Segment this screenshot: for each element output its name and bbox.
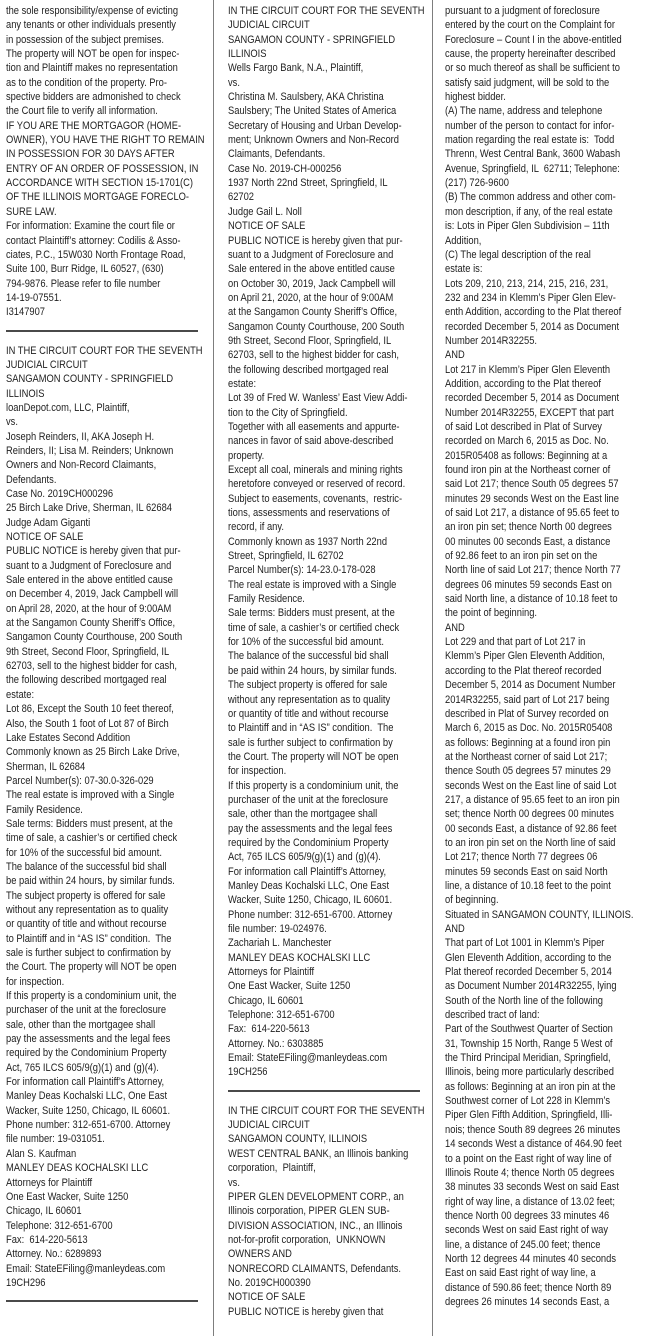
- notice-line: purchaser of the unit at the foreclosure: [228, 793, 389, 806]
- notice-line: minutes 59 seconds East on said North: [445, 865, 608, 878]
- notice-line: or quantity of title and without recourse: [228, 707, 389, 720]
- notice-line: I3147907: [6, 306, 46, 319]
- column-2: [214, 0, 433, 1336]
- notice-line: recorded on March 6, 2015 as Doc. No.: [445, 435, 609, 448]
- notice-line: The subject property is offered for sale: [228, 679, 388, 692]
- notice-line: said Lot 217; thence South 05 degrees 57: [445, 478, 619, 491]
- notice-line: Attorneys for Plaintiff: [228, 966, 315, 979]
- notice-line: Sale terms: Bidders must present, at the: [6, 817, 173, 830]
- notice-line: any tenants or other individuals presently: [6, 19, 176, 32]
- notice-line: One East Wacker, Suite 1250: [228, 980, 351, 993]
- notice-line: Family Residence.: [6, 803, 83, 816]
- notice-line: set; thence North 00 degrees 00 minutes: [445, 808, 614, 821]
- notice-line: on October 30, 2019, Jack Campbell will: [228, 277, 396, 290]
- notice-line: The real estate is improved with a Single: [228, 578, 397, 591]
- notice-line: tions, assessments and reservations of: [228, 507, 390, 520]
- notice-line: the Court. The property will NOT be open: [228, 750, 399, 763]
- notice-line: file number: 19-031051.: [6, 1133, 105, 1146]
- notice-line: Illinois corporation, PIPER GLEN SUB-: [228, 1205, 390, 1218]
- notice-line: sale, other than the mortgagee shall: [228, 808, 378, 821]
- notice-line: Case No. 2019CH000296: [6, 488, 114, 500]
- notice-line: Email: StateEFiling@manleydeas.com: [228, 1052, 388, 1065]
- notice-line: the sole responsibility/expense of evicting: [6, 5, 179, 17]
- notice-line: NOTICE OF SALE: [228, 1291, 306, 1304]
- notice-line: Illinois Route 4; thence North 05 degrees: [445, 1166, 615, 1179]
- notice-line: The property will NOT be open for inspec-: [6, 48, 180, 61]
- notice-line: described in Plat of Survey recorded on: [445, 707, 609, 720]
- notice-line: AND: [445, 349, 465, 362]
- legal-notice: [6, 344, 206, 1291]
- notice-line: Piper Glen Fifth Addition, Springfield, Illi-: [445, 1109, 613, 1122]
- legal-notice: [228, 1104, 428, 1319]
- notice-line: JUDICIAL CIRCUIT: [6, 358, 88, 371]
- notice-line: Case No. 2019-CH-000256: [228, 162, 342, 175]
- notice-line: 00 seconds East, a distance of 92.86 feet: [445, 822, 617, 835]
- notice-line: Sangamon County Courthouse, 200 South: [6, 631, 183, 644]
- notice-divider: [228, 1090, 420, 1092]
- notice-line: be paid within 24 hours, by similar funds.: [6, 875, 175, 888]
- notice-line: 00 minutes 00 seconds East, a distance: [445, 535, 611, 548]
- notice-line: The balance of the successful bid shall: [6, 860, 167, 873]
- notice-line: Claimants, Defendants.: [228, 148, 326, 161]
- notice-line: For information call Plaintiff’s Attorney,: [6, 1076, 165, 1089]
- notice-line: 794-9876. Please refer to file number: [6, 277, 161, 290]
- notice-line: Chicago, IL 60601: [228, 994, 304, 1007]
- notice-line: vs.: [6, 416, 18, 429]
- notice-line: Zachariah L. Manchester: [228, 937, 332, 950]
- notice-line: estate:: [228, 377, 257, 390]
- notice-line: Lot 86, Except the South 10 feet thereof,: [6, 703, 174, 716]
- notice-line: Glen Eleventh Addition, according to the: [445, 951, 612, 964]
- notice-line: Lot 39 of Fred W. Wanless’ East View Addi-: [228, 392, 408, 405]
- notice-line: record, if any.: [228, 521, 284, 534]
- notice-line: an iron pin set; thence North 00 degrees: [445, 521, 612, 534]
- notice-line: the Court. The property will NOT be open: [6, 961, 177, 974]
- notice-line: at the Northeast corner of said Lot 217;: [445, 750, 608, 763]
- notice-line: Klemm’s Piper Glen Eleventh Addition,: [445, 650, 605, 663]
- notice-line: pay the assessments and the legal fees: [228, 822, 393, 835]
- notice-line: No. 2019CH000390: [228, 1276, 311, 1289]
- notice-line: Lot 217; thence North 77 degrees 06: [445, 851, 598, 864]
- notice-line: pursuant to a judgment of foreclosure: [445, 5, 600, 17]
- notice-line: Wacker, Suite 1250, Chicago, IL 60601.: [6, 1104, 171, 1117]
- notice-line: Suite 100, Burr Ridge, IL 60527, (630): [6, 263, 164, 276]
- notice-line: IF YOU ARE THE MORTGAGOR (HOME-: [6, 119, 182, 132]
- notice-line: ILLINOIS: [228, 48, 267, 61]
- notice-line: thence North 00 degrees 33 minutes 46: [445, 1209, 610, 1222]
- notice-line: seconds West on said East right of way: [445, 1224, 609, 1237]
- notice-line: 31, Township 15 North, Range 5 West of: [445, 1037, 613, 1050]
- notice-line: Threnn, West Central Bank, 3600 Wabash: [445, 148, 621, 161]
- notice-line: of said Lot 217, a distance of 95.65 feet to: [445, 507, 620, 520]
- notice-line: Lake Estates Second Addition: [6, 731, 131, 744]
- notice-line: seconds West on the East line of said Lot: [445, 779, 617, 792]
- legal-notice: [445, 4, 649, 1309]
- notice-line: satisfy said judgment, will be sold to the: [445, 76, 610, 89]
- column-3: [433, 0, 653, 1336]
- notice-line: Act, 765 ILCS 605/9(g)(1) and (g)(4).: [228, 851, 381, 864]
- notice-line: 2015R05408 as follows: Beginning at a: [445, 449, 608, 462]
- notice-line: Situated in SANGAMON COUNTY, ILLINOIS.: [445, 908, 634, 921]
- notice-line: distance of 590.86 feet; thence North 89: [445, 1281, 612, 1294]
- notice-line: Manley Deas Kochalski LLC, One East: [228, 879, 390, 892]
- notice-line: tion and Plaintiff makes no representation: [6, 62, 178, 75]
- notice-line: Telephone: 312-651-6700: [228, 1009, 335, 1022]
- notice-line: time of sale, a cashier’s or certified check: [228, 621, 400, 634]
- notice-line: MANLEY DEAS KOCHALSKI LLC: [228, 951, 371, 964]
- notice-line: JUDICIAL CIRCUIT: [228, 19, 310, 32]
- notice-line: recorded December 5, 2014 as Document: [445, 392, 620, 405]
- notice-line: If this property is a condominium unit, the: [228, 779, 399, 792]
- notice-line: the following described mortgaged real: [228, 363, 389, 376]
- notice-line: MANLEY DEAS KOCHALSKI LLC: [6, 1162, 149, 1175]
- notice-line: 2014R32255, said part of Lot 217 being: [445, 693, 610, 706]
- notice-line: corporation, Plaintiff,: [228, 1162, 316, 1175]
- notice-line: Wells Fargo Bank, N.A., Plaintiff,: [228, 62, 364, 75]
- notice-line: loanDepot.com, LLC, Plaintiff,: [6, 401, 130, 414]
- notice-line: line, a distance of 245.00 feet; thence: [445, 1238, 601, 1251]
- notice-line: on April 21, 2020, at the hour of 9:00AM: [228, 291, 394, 304]
- notice-line: vs.: [228, 76, 240, 89]
- notice-line: for inspection.: [6, 975, 65, 988]
- notice-line: AND: [445, 923, 465, 935]
- notice-line: estate is:: [445, 263, 483, 276]
- notice-line: OF THE ILLINOIS MORTGAGE FORECLO-: [6, 191, 190, 204]
- notice-line: Family Residence.: [228, 593, 305, 606]
- notice-divider: [6, 330, 198, 332]
- notice-line: as follows: Beginning at an iron pin at the: [445, 1080, 616, 1093]
- notice-line: to an iron pin set on the North line of said: [445, 836, 616, 849]
- notice-line: required by the Condominium Property: [6, 1047, 167, 1060]
- notice-line: according to the Plat thereof recorded: [445, 664, 602, 677]
- notice-line: Lot 217 in Klemm’s Piper Glen Eleventh: [445, 363, 611, 376]
- notice-line: spective bidders are admonished to check: [6, 91, 181, 104]
- notice-line: Wacker, Suite 1250, Chicago, IL 60601.: [228, 894, 393, 907]
- notice-line: heretofore conveyed or reserved of record.: [228, 478, 406, 491]
- notice-line: Judge Gail L. Noll: [228, 205, 302, 218]
- notice-line: SANGAMON COUNTY, ILLINOIS: [228, 1133, 368, 1146]
- notice-line: SURE LAW.: [6, 205, 57, 218]
- notice-line: Avenue, Springfield, IL 62711; Telephone:: [445, 162, 620, 175]
- notice-line: Christina M. Saulsbery, AKA Christina: [228, 91, 384, 104]
- notice-line: number of the person to contact for infor-: [445, 119, 615, 132]
- notice-line: degrees 26 minutes 14 seconds East, a: [445, 1295, 610, 1308]
- notice-line: 14-19-07551.: [6, 291, 62, 304]
- notice-line: property.: [228, 449, 265, 462]
- notice-line: 62702: [228, 191, 255, 204]
- notice-line: at the Sangamon County Sheriff’s Office,: [6, 617, 176, 630]
- notice-line: Phone number: 312-651-6700. Attorney: [228, 908, 393, 921]
- notice-line: Act, 765 ILCS 605/9(g)(1) and (g)(4).: [6, 1061, 159, 1074]
- notice-line: or so much thereof as shall be sufficient to: [445, 62, 620, 75]
- notice-line: to a point on the East right of way line of: [445, 1152, 612, 1165]
- notice-line: North 12 degrees 44 minutes 40 seconds: [445, 1252, 617, 1265]
- notice-line: Subject to easements, covenants, restric-: [228, 492, 403, 505]
- notice-line: for 10% of the successful bid amount.: [228, 636, 384, 649]
- notice-line: For information call Plaintiff’s Attorney,: [228, 865, 387, 878]
- notice-line: enth Addition, according to the Plat thereof: [445, 306, 622, 319]
- notice-line: Attorney. No.: 6303885: [228, 1037, 324, 1050]
- notice-line: Addition, according to the Plat thereof: [445, 377, 601, 390]
- notice-line: on April 28, 2020, at the hour of 9:00AM: [6, 602, 172, 615]
- notice-line: in possession of the subject premises.: [6, 33, 164, 46]
- notice-line: SANGAMON COUNTY - SPRINGFIELD: [228, 33, 396, 46]
- notice-line: OWNER), YOU HAVE THE RIGHT TO REMAIN: [6, 134, 205, 147]
- notice-line: or quantity of title and without recourse: [6, 918, 167, 931]
- notice-line: vs.: [228, 1176, 240, 1189]
- notice-line: is: Lots in Piper Glen Subdivision – 11th: [445, 220, 610, 233]
- notice-line: If this property is a condominium unit, the: [6, 990, 177, 1003]
- notice-line: Joseph Reinders, II, AKA Joseph H.: [6, 430, 155, 443]
- legal-notice: [228, 4, 428, 1080]
- notice-line: Except all coal, minerals and mining rights: [228, 464, 403, 476]
- notice-line: Number 2014R32255.: [445, 334, 538, 347]
- notice-line: IN THE CIRCUIT COURT FOR THE SEVENTH: [228, 1104, 425, 1117]
- notice-line: on December 4, 2019, Jack Campbell will: [6, 588, 179, 601]
- notice-line: 38 minutes 33 seconds West on said East: [445, 1181, 619, 1194]
- notice-line: sale is further subject to confirmation by: [6, 947, 171, 959]
- notice-line: be paid within 24 hours, by similar funds.: [228, 664, 397, 677]
- notice-line: WEST CENTRAL BANK, an Illinois banking: [228, 1147, 409, 1160]
- notice-line: Owners and Non-Record Claimants,: [6, 459, 157, 472]
- notice-line: DIVISION ASSOCIATION, INC., an Illinois: [228, 1219, 403, 1232]
- notice-line: pay the assessments and the legal fees: [6, 1033, 171, 1046]
- notice-line: Judge Adam Giganti: [6, 516, 91, 529]
- notice-line: North line of said Lot 217; thence North 77: [445, 564, 621, 577]
- notice-line: Illinois, being more particularly described: [445, 1066, 614, 1079]
- notice-line: degrees 06 minutes 59 seconds East on: [445, 578, 612, 591]
- notice-line: of beginning.: [445, 894, 499, 907]
- notice-line: Alan S. Kaufman: [6, 1147, 77, 1160]
- notice-line: AND: [445, 621, 465, 634]
- notice-line: tion to the City of Springfield.: [228, 406, 348, 419]
- notice-line: 9th Street, Second Floor, Springfield, IL: [6, 645, 170, 658]
- notice-line: suant to a Judgment of Foreclosure and: [6, 559, 172, 572]
- notice-line: Sale entered in the above entitled cause: [6, 574, 173, 587]
- notice-line: for inspection.: [228, 765, 287, 778]
- notice-line: IN POSSESSION FOR 30 DAYS AFTER: [6, 148, 175, 161]
- notice-line: The real estate is improved with a Single: [6, 789, 175, 802]
- notice-line: Commonly known as 1937 North 22nd: [228, 535, 388, 548]
- notice-line: the point of beginning.: [445, 607, 538, 620]
- notice-line: SANGAMON COUNTY - SPRINGFIELD: [6, 373, 174, 386]
- notice-line: PIPER GLEN DEVELOPMENT CORP., an: [228, 1190, 404, 1203]
- notice-line: Southwest corner of Lot 228 in Klemm’s: [445, 1095, 611, 1108]
- notice-line: estate:: [6, 688, 35, 701]
- notice-line: as follows: Beginning at a found iron pin: [445, 736, 611, 749]
- notice-line: Sherman, IL 62684: [6, 760, 86, 773]
- notice-line: 25 Birch Lake Drive, Sherman, IL 62684: [6, 502, 172, 515]
- notice-line: 217, a distance of 95.65 feet to an iron pin: [445, 793, 620, 806]
- notice-line: sale, other than the mortgagee shall: [6, 1018, 156, 1031]
- notice-line: Defendants.: [6, 473, 57, 486]
- notice-line: to Plaintiff and in “AS IS” condition. The: [228, 722, 394, 735]
- notice-line: Also, the South 1 foot of Lot 87 of Birch: [6, 717, 169, 730]
- notice-line: 62703, sell to the highest bidder for cash,: [6, 660, 178, 673]
- notice-line: 62703, sell to the highest bidder for cash,: [228, 349, 400, 362]
- notice-line: highest bidder.: [445, 91, 506, 104]
- notice-line: Number 2014R32255, EXCEPT that part: [445, 406, 614, 419]
- notice-line: as to the condition of the property. Pro-: [6, 76, 167, 89]
- notice-line: OWNERS AND: [228, 1248, 292, 1261]
- notice-line: described tract of land:: [445, 1009, 540, 1022]
- notice-line: Reinders, II; Lisa M. Reinders; Unknown: [6, 444, 174, 457]
- notice-line: 19CH256: [228, 1066, 268, 1079]
- notice-line: The subject property is offered for sale: [6, 889, 166, 902]
- notice-line: without any representation as to quality: [6, 903, 169, 916]
- notice-line: Saulsbery; The United States of America: [228, 105, 397, 118]
- notice-line: That part of Lot 1001 in Klemm’s Piper: [445, 937, 605, 950]
- notice-line: 9th Street, Second Floor, Springfield, IL: [228, 334, 392, 347]
- notice-line: purchaser of the unit at the foreclosure: [6, 1004, 167, 1017]
- notice-line: as Document Number 2014R32255, lying: [445, 980, 617, 993]
- notice-line: Manley Deas Kochalski LLC, One East: [6, 1090, 168, 1103]
- notice-line: Street, Springfield, IL 62702: [228, 550, 344, 563]
- notice-line: to Plaintiff and in “AS IS” condition. The: [6, 932, 172, 945]
- notice-line: the Court file to verify all information.: [6, 105, 158, 118]
- notice-line: Sale entered in the above entitled cause: [228, 263, 395, 276]
- notice-line: Commonly known as 25 Birch Lake Drive,: [6, 746, 180, 759]
- notice-line: Together with all easements and appurte-: [228, 420, 400, 433]
- notice-line: 14 seconds West a distance of 464.90 feet: [445, 1138, 622, 1151]
- notice-line: 19CH296: [6, 1276, 46, 1289]
- legal-notice: [6, 4, 206, 320]
- notice-line: IN THE CIRCUIT COURT FOR THE SEVENTH: [6, 344, 203, 357]
- notice-line: Fax: 614-220-5613: [228, 1023, 310, 1036]
- notice-line: for 10% of the successful bid amount.: [6, 846, 162, 859]
- notice-line: Attorneys for Plaintiff: [6, 1176, 93, 1189]
- notice-line: required by the Condominium Property: [228, 836, 389, 849]
- notice-line: (C) The legal description of the real: [445, 248, 591, 261]
- notice-line: (B) The common address and other com-: [445, 191, 616, 204]
- notice-line: time of sale, a cashier’s or certified check: [6, 832, 178, 845]
- notice-line: Email: StateEFiling@manleydeas.com: [6, 1262, 166, 1275]
- notice-line: ILLINOIS: [6, 387, 45, 400]
- notice-line: PUBLIC NOTICE is hereby given that pur-: [228, 234, 403, 247]
- notice-line: mon description, if any, of the real estate: [445, 205, 613, 218]
- notice-line: thence South 05 degrees 57 minutes 29: [445, 765, 611, 778]
- notice-line: NOTICE OF SALE: [228, 220, 306, 233]
- notice-line: Sale terms: Bidders must present, at the: [228, 607, 395, 620]
- notice-divider: [6, 1300, 198, 1302]
- notice-line: PUBLIC NOTICE is hereby given that: [228, 1305, 384, 1318]
- notice-line: Part of the Southwest Quarter of Section: [445, 1023, 613, 1036]
- notice-line: NOTICE OF SALE: [6, 531, 84, 544]
- notice-line: Lots 209, 210, 213, 214, 215, 216, 231,: [445, 277, 609, 290]
- notice-line: cause, the property hereinafter described: [445, 48, 616, 61]
- notice-line: March 6, 2015 as Doc. No. 2015R05408: [445, 722, 613, 735]
- notice-line: mation regarding the real estate is: Todd: [445, 134, 615, 147]
- notice-line: without any representation as to quality: [228, 693, 391, 706]
- notice-line: Attorney. No.: 6289893: [6, 1248, 102, 1261]
- notice-line: said North line, a distance of 10.18 feet to: [445, 593, 618, 606]
- notice-line: Phone number: 312-651-6700. Attorney: [6, 1119, 171, 1132]
- notice-line: (217) 726-9600: [445, 177, 509, 190]
- notice-line: One East Wacker, Suite 1250: [6, 1190, 129, 1203]
- notice-line: Parcel Number(s): 14-23.0-178-028: [228, 564, 376, 577]
- notice-line: East on said East right of way line, a: [445, 1267, 596, 1280]
- notice-line: not-for-profit corporation, UNKNOWN: [228, 1233, 386, 1246]
- notice-line: PUBLIC NOTICE is hereby given that pur-: [6, 545, 181, 558]
- notice-line: For information: Examine the court file or: [6, 220, 175, 233]
- notice-line: 232 and 234 in Klemm’s Piper Glen Elev-: [445, 291, 616, 304]
- notice-line: nances in favor of said above-described: [228, 435, 394, 448]
- notice-line: Telephone: 312-651-6700: [6, 1219, 113, 1232]
- notice-line: Addition,: [445, 234, 482, 247]
- notice-line: line, a distance of 10.18 feet to the point: [445, 879, 611, 892]
- notice-line: of 92.86 feet to an iron pin set on the: [445, 550, 598, 563]
- notice-line: December 5, 2014 as Document Number: [445, 679, 616, 692]
- notice-line: ENTRY OF AN ORDER OF POSSESSION, IN: [6, 162, 199, 175]
- notice-line: Sangamon County Courthouse, 200 South: [228, 320, 405, 333]
- notice-line: NONRECORD CLAIMANTS, Defendants.: [228, 1262, 402, 1275]
- notice-line: 1937 North 22nd Street, Springfield, IL: [228, 177, 388, 190]
- notice-line: ACCORDANCE WITH SECTION 15-1701(C): [6, 177, 194, 190]
- notice-line: ciates, P.C., 15W030 North Frontage Road,: [6, 248, 186, 261]
- notice-line: nois; thence South 89 degrees 26 minutes: [445, 1123, 621, 1136]
- notice-line: suant to a Judgment of Foreclosure and: [228, 248, 394, 261]
- notice-line: entered by the court on the Complaint for: [445, 19, 615, 32]
- column-1: [0, 0, 214, 1336]
- notice-line: ment; Unknown Owners and Non-Record: [228, 134, 399, 147]
- notice-line: minutes 29 seconds West on the East line: [445, 492, 619, 505]
- notice-line: Chicago, IL 60601: [6, 1205, 82, 1218]
- notice-line: Foreclosure – Count I in the above-entitled: [445, 33, 622, 46]
- notice-line: JUDICIAL CIRCUIT: [228, 1119, 310, 1132]
- notice-line: sale is further subject to confirmation by: [228, 736, 393, 749]
- notice-line: The balance of the successful bid shall: [228, 650, 389, 663]
- notice-line: of said Lot described in Plat of Survey: [445, 420, 602, 433]
- notice-line: the following described mortgaged real: [6, 674, 167, 687]
- notice-line: file number: 19-024976.: [228, 923, 327, 935]
- notice-line: IN THE CIRCUIT COURT FOR THE SEVENTH: [228, 5, 425, 17]
- notice-line: Lot 229 and that part of Lot 217 in: [445, 636, 586, 649]
- notice-line: (A) The name, address and telephone: [445, 105, 603, 118]
- notice-line: found iron pin at the Northeast corner of: [445, 464, 611, 476]
- notice-line: recorded December 5, 2014 as Document: [445, 320, 620, 333]
- notice-line: at the Sangamon County Sheriff’s Office,: [228, 306, 398, 319]
- notice-line: Plat thereof recorded December 5, 2014: [445, 966, 612, 979]
- notice-line: Parcel Number(s): 07-30.0-326-029: [6, 774, 154, 787]
- notice-line: South of the North line of the following: [445, 994, 604, 1007]
- notice-line: Secretary of Housing and Urban Develop-: [228, 119, 402, 132]
- notice-line: the Third Principal Meridian, Springfield,: [445, 1052, 611, 1065]
- notice-line: Fax: 614-220-5613: [6, 1233, 88, 1246]
- notice-line: contact Plaintiff’s attorney: Codilis & Asso-: [6, 234, 181, 247]
- notice-line: right of way line, a distance of 13.02 feet;: [445, 1195, 615, 1208]
